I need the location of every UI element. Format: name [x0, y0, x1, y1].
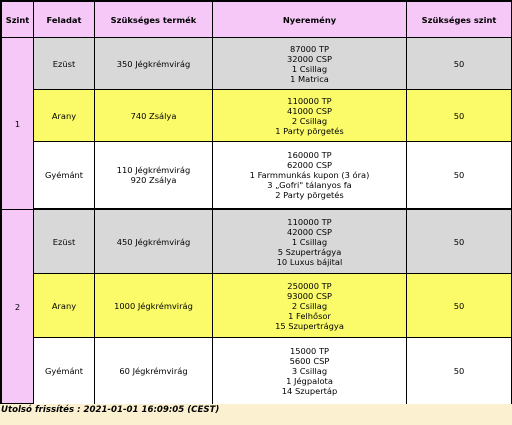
reward-line: 1 Party pörgetés [275, 125, 344, 136]
task-cell: Arany [34, 274, 95, 338]
item-cell [95, 38, 213, 90]
required-level-cell: 50 [407, 338, 511, 404]
item-line: 350 Jégkrémvirág [116, 58, 191, 69]
table-header-row [2, 2, 511, 38]
required-level-cell: 50 [407, 38, 511, 90]
item-cell [95, 210, 213, 274]
task-cell: Arany [34, 90, 95, 142]
item-line: 450 Jégkrémvirág [116, 236, 191, 247]
reward-line: 1 Matrica [290, 73, 329, 84]
reward-cell [213, 38, 407, 90]
reward-line: 93000 CSP [286, 290, 333, 301]
table-row [2, 90, 511, 142]
level-cell: 1 [2, 38, 34, 210]
reward-line: 62000 CSP [286, 160, 333, 170]
reward-line: 250000 TP [287, 280, 332, 291]
item-line: 60 Jégkrémvirág [119, 366, 188, 376]
item-line: 920 Zsálya [130, 175, 177, 185]
reward-line: 41000 CSP [286, 105, 333, 116]
reward-line: 110000 TP [287, 216, 332, 227]
reward-line: 2 Csillag [291, 300, 328, 311]
table-row [2, 210, 511, 274]
reward-line: 160000 TP [287, 150, 332, 160]
item-cell [95, 274, 213, 338]
reward-cell [213, 90, 407, 142]
reward-line: 1 Felhősor [288, 310, 331, 321]
table-row [2, 274, 511, 338]
task-cell: Gyémánt [34, 142, 95, 210]
reward-line: 1 Jégpalota [286, 376, 333, 386]
reward-cell [213, 142, 407, 210]
task-cell: Gyémánt [34, 338, 95, 404]
reward-line: 1 Csillag [291, 63, 328, 74]
table-row [2, 338, 511, 404]
reward-line: 15 Szupertrágya [275, 320, 344, 331]
last-updated-text: Utolsó frissítés : 2021-01-01 16:09:05 (CEST) [1, 405, 220, 415]
reward-line: 10 Luxus bájital [276, 256, 343, 267]
reward-line: 42000 CSP [286, 226, 333, 237]
reward-line: 15000 TP [289, 346, 330, 356]
reward-line: 2 Party pörgetés [275, 190, 344, 200]
reward-line: 32000 CSP [286, 53, 333, 64]
required-level-cell: 50 [407, 210, 511, 274]
reward-line: 3 „Gofri" tálanyos fa [267, 180, 352, 190]
item-line: 1000 Jégkrémvirág [114, 300, 193, 311]
reward-cell [213, 338, 407, 404]
reward-line: 1 Farmmunkás kupon (3 óra) [249, 170, 370, 180]
header-item: Szükséges termék [95, 2, 213, 38]
reward-line: 1 Csillag [291, 236, 328, 247]
header-task: Feladat [34, 2, 95, 38]
reward-line: 14 Szupertáp [281, 386, 338, 396]
header-reward: Nyeremény [213, 2, 407, 38]
reward-line: 5600 CSP [289, 356, 330, 366]
level-cell: 2 [2, 210, 34, 404]
required-level-cell: 50 [407, 274, 511, 338]
item-line: 110 Jégkrémvirág [116, 165, 191, 175]
reward-line: 110000 TP [287, 95, 332, 106]
table-row [2, 142, 511, 210]
header-level: Szint [2, 2, 34, 38]
item-cell [95, 338, 213, 404]
reward-cell [213, 274, 407, 338]
required-level-cell: 50 [407, 142, 511, 210]
reward-line: 87000 TP [289, 43, 330, 54]
required-level-cell: 50 [407, 90, 511, 142]
task-cell: Ezüst [34, 210, 95, 274]
item-cell [95, 142, 213, 210]
reward-cell [213, 210, 407, 274]
rewards-table [2, 2, 511, 404]
reward-line: 5 Szupertrágya [277, 246, 342, 257]
reward-line: 3 Csillag [291, 366, 328, 376]
table-row [2, 38, 511, 90]
item-line: 740 Zsálya [130, 110, 177, 121]
item-cell [95, 90, 213, 142]
header-required-level: Szükséges szint [407, 2, 511, 38]
reward-line: 2 Csillag [291, 115, 328, 126]
task-cell: Ezüst [34, 38, 95, 90]
